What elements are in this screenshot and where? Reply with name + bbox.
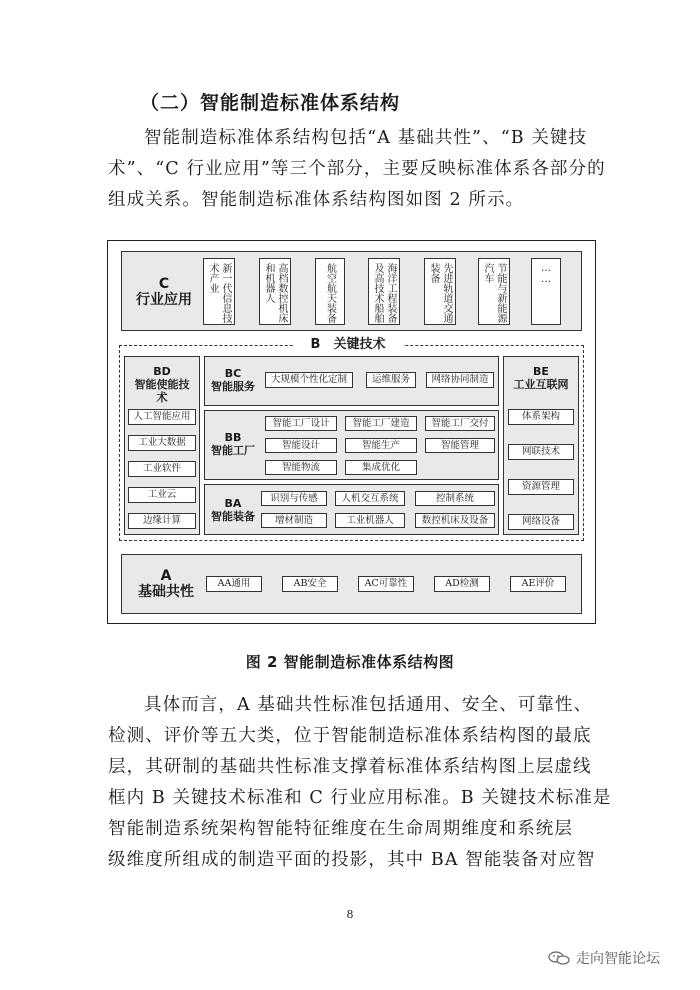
bd-name: 智能使能技术 [134, 378, 190, 404]
a-foundation-layer [121, 554, 582, 614]
bc-item: 大规模个性化定制 [265, 372, 353, 388]
be-industrial-internet [503, 356, 579, 535]
a-layer-label [130, 568, 202, 600]
bc-code: BC [224, 367, 242, 380]
section-heading: （二）智能制造标准体系结构 [140, 92, 401, 114]
wechat-icon [548, 951, 570, 965]
be-name: 工业互联网 [513, 378, 569, 391]
be-label [504, 365, 578, 391]
c-item-more: …… [531, 258, 561, 325]
figure-caption: 图 2 智能制造标准体系结构图 [245, 653, 455, 671]
ba-item: 数控机床及设备 [415, 513, 495, 528]
ba-item: 增材制造 [261, 513, 327, 528]
c-item-cnc-robot: 高档数控机床 和机器人 [259, 258, 291, 325]
standard-system-diagram [107, 240, 596, 624]
paragraph-line: 框内 B 关键技术标准和 C 行业应用标准。B 关键技术标准是 [108, 788, 612, 808]
bd-code: BD [153, 365, 171, 378]
c-code: C [158, 276, 170, 292]
bb-item: 智能工厂设计 [265, 416, 337, 431]
be-code: BE [533, 365, 549, 378]
bc-name: 智能服务 [211, 380, 255, 393]
be-item: 体系架构 [508, 409, 574, 425]
ba-code: BA [224, 497, 242, 510]
bb-item: 智能工厂交付 [425, 416, 495, 431]
bc-label [207, 367, 259, 393]
ba-name: 智能装备 [211, 510, 255, 523]
paragraph-line: 层，其研制的基础共性标准支撑着标准体系结构图上层虚线 [108, 757, 592, 777]
page-number: 8 [346, 908, 354, 921]
bb-item: 智能生产 [345, 438, 417, 453]
bb-item: 智能管理 [425, 438, 495, 453]
paragraph-line: 组成关系。智能制造标准体系结构图如图 2 所示。 [108, 190, 525, 210]
ba-item: 人机交互系统 [335, 491, 405, 506]
bd-item: 工业软件 [128, 461, 196, 477]
ba-item: 控制系统 [415, 491, 495, 506]
a-item: AB安全 [282, 576, 338, 592]
a-item: AD检测 [434, 576, 490, 592]
c-item-marine: 海洋工程装备 及高技术船舶 [368, 258, 400, 325]
be-item: 网络设备 [508, 514, 574, 530]
paragraph-line: 级维度所组成的制造平面的投影，其中 BA 智能装备对应智 [108, 850, 596, 870]
a-item: AE评价 [510, 576, 566, 592]
b-title: B 关键技术 [293, 337, 403, 353]
ba-smart-equipment [204, 484, 499, 535]
be-item: 网联技术 [508, 444, 574, 460]
bd-item: 边缘计算 [128, 513, 196, 529]
c-name: 行业应用 [136, 292, 192, 308]
bb-label [207, 431, 259, 457]
bc-item: 网络协同制造 [426, 372, 494, 388]
ba-item: 工业机器人 [335, 513, 405, 528]
a-name: 基础共性 [138, 584, 194, 600]
bc-smart-service [204, 356, 499, 406]
bb-code: BB [224, 431, 242, 444]
bd-label [125, 365, 199, 404]
bd-item: 工业大数据 [128, 435, 196, 451]
c-industry-application-layer [121, 251, 582, 331]
a-item: AA通用 [206, 576, 262, 592]
bb-item: 智能设计 [265, 438, 337, 453]
bb-item: 集成优化 [345, 460, 417, 475]
paragraph-line: 智能制造系统架构智能特征维度在生命周期维度和系统层 [108, 819, 573, 839]
be-item: 资源管理 [508, 479, 574, 495]
intro-paragraph [108, 123, 606, 216]
bc-item: 运维服务 [366, 372, 416, 388]
c-layer-label [128, 276, 200, 308]
watermark-text: 走向智能论坛 [576, 951, 660, 967]
ba-item: 识别与传感 [261, 491, 327, 506]
bb-name: 智能工厂 [211, 444, 255, 457]
a-item: AC可靠性 [358, 576, 414, 592]
paragraph-line: 具体而言，A 基础共性标准包括通用、安全、可靠性、 [144, 695, 593, 715]
bb-smart-factory [204, 410, 499, 480]
a-code: A [160, 568, 172, 584]
c-item-it-industry: 新一代信息技 术产业 [203, 258, 235, 325]
paragraph-line: 智能制造标准体系结构包括“A 基础共性”、“B 关键技 [144, 128, 588, 148]
c-item-aerospace: 航空航天装备 [315, 258, 345, 325]
paragraph-line: 术”、“C 行业应用”等三个部分，主要反映标准体系各部分的 [108, 159, 606, 179]
bd-enabling-technology [124, 356, 200, 535]
ba-label [207, 497, 259, 523]
bb-item: 智能物流 [265, 460, 337, 475]
bb-item: 智能工厂建造 [345, 416, 417, 431]
bd-item: 工业云 [128, 487, 196, 503]
c-item-rail: 先进轨道交通 装备 [424, 258, 456, 325]
c-item-vehicle: 节能与新能源 汽车 [478, 258, 510, 325]
watermark [548, 948, 660, 968]
paragraph-line: 检测、评价等五大类，位于智能制造标准体系结构图的最底 [108, 726, 592, 746]
body-paragraph [108, 690, 612, 876]
bd-item: 人工智能应用 [128, 409, 196, 425]
